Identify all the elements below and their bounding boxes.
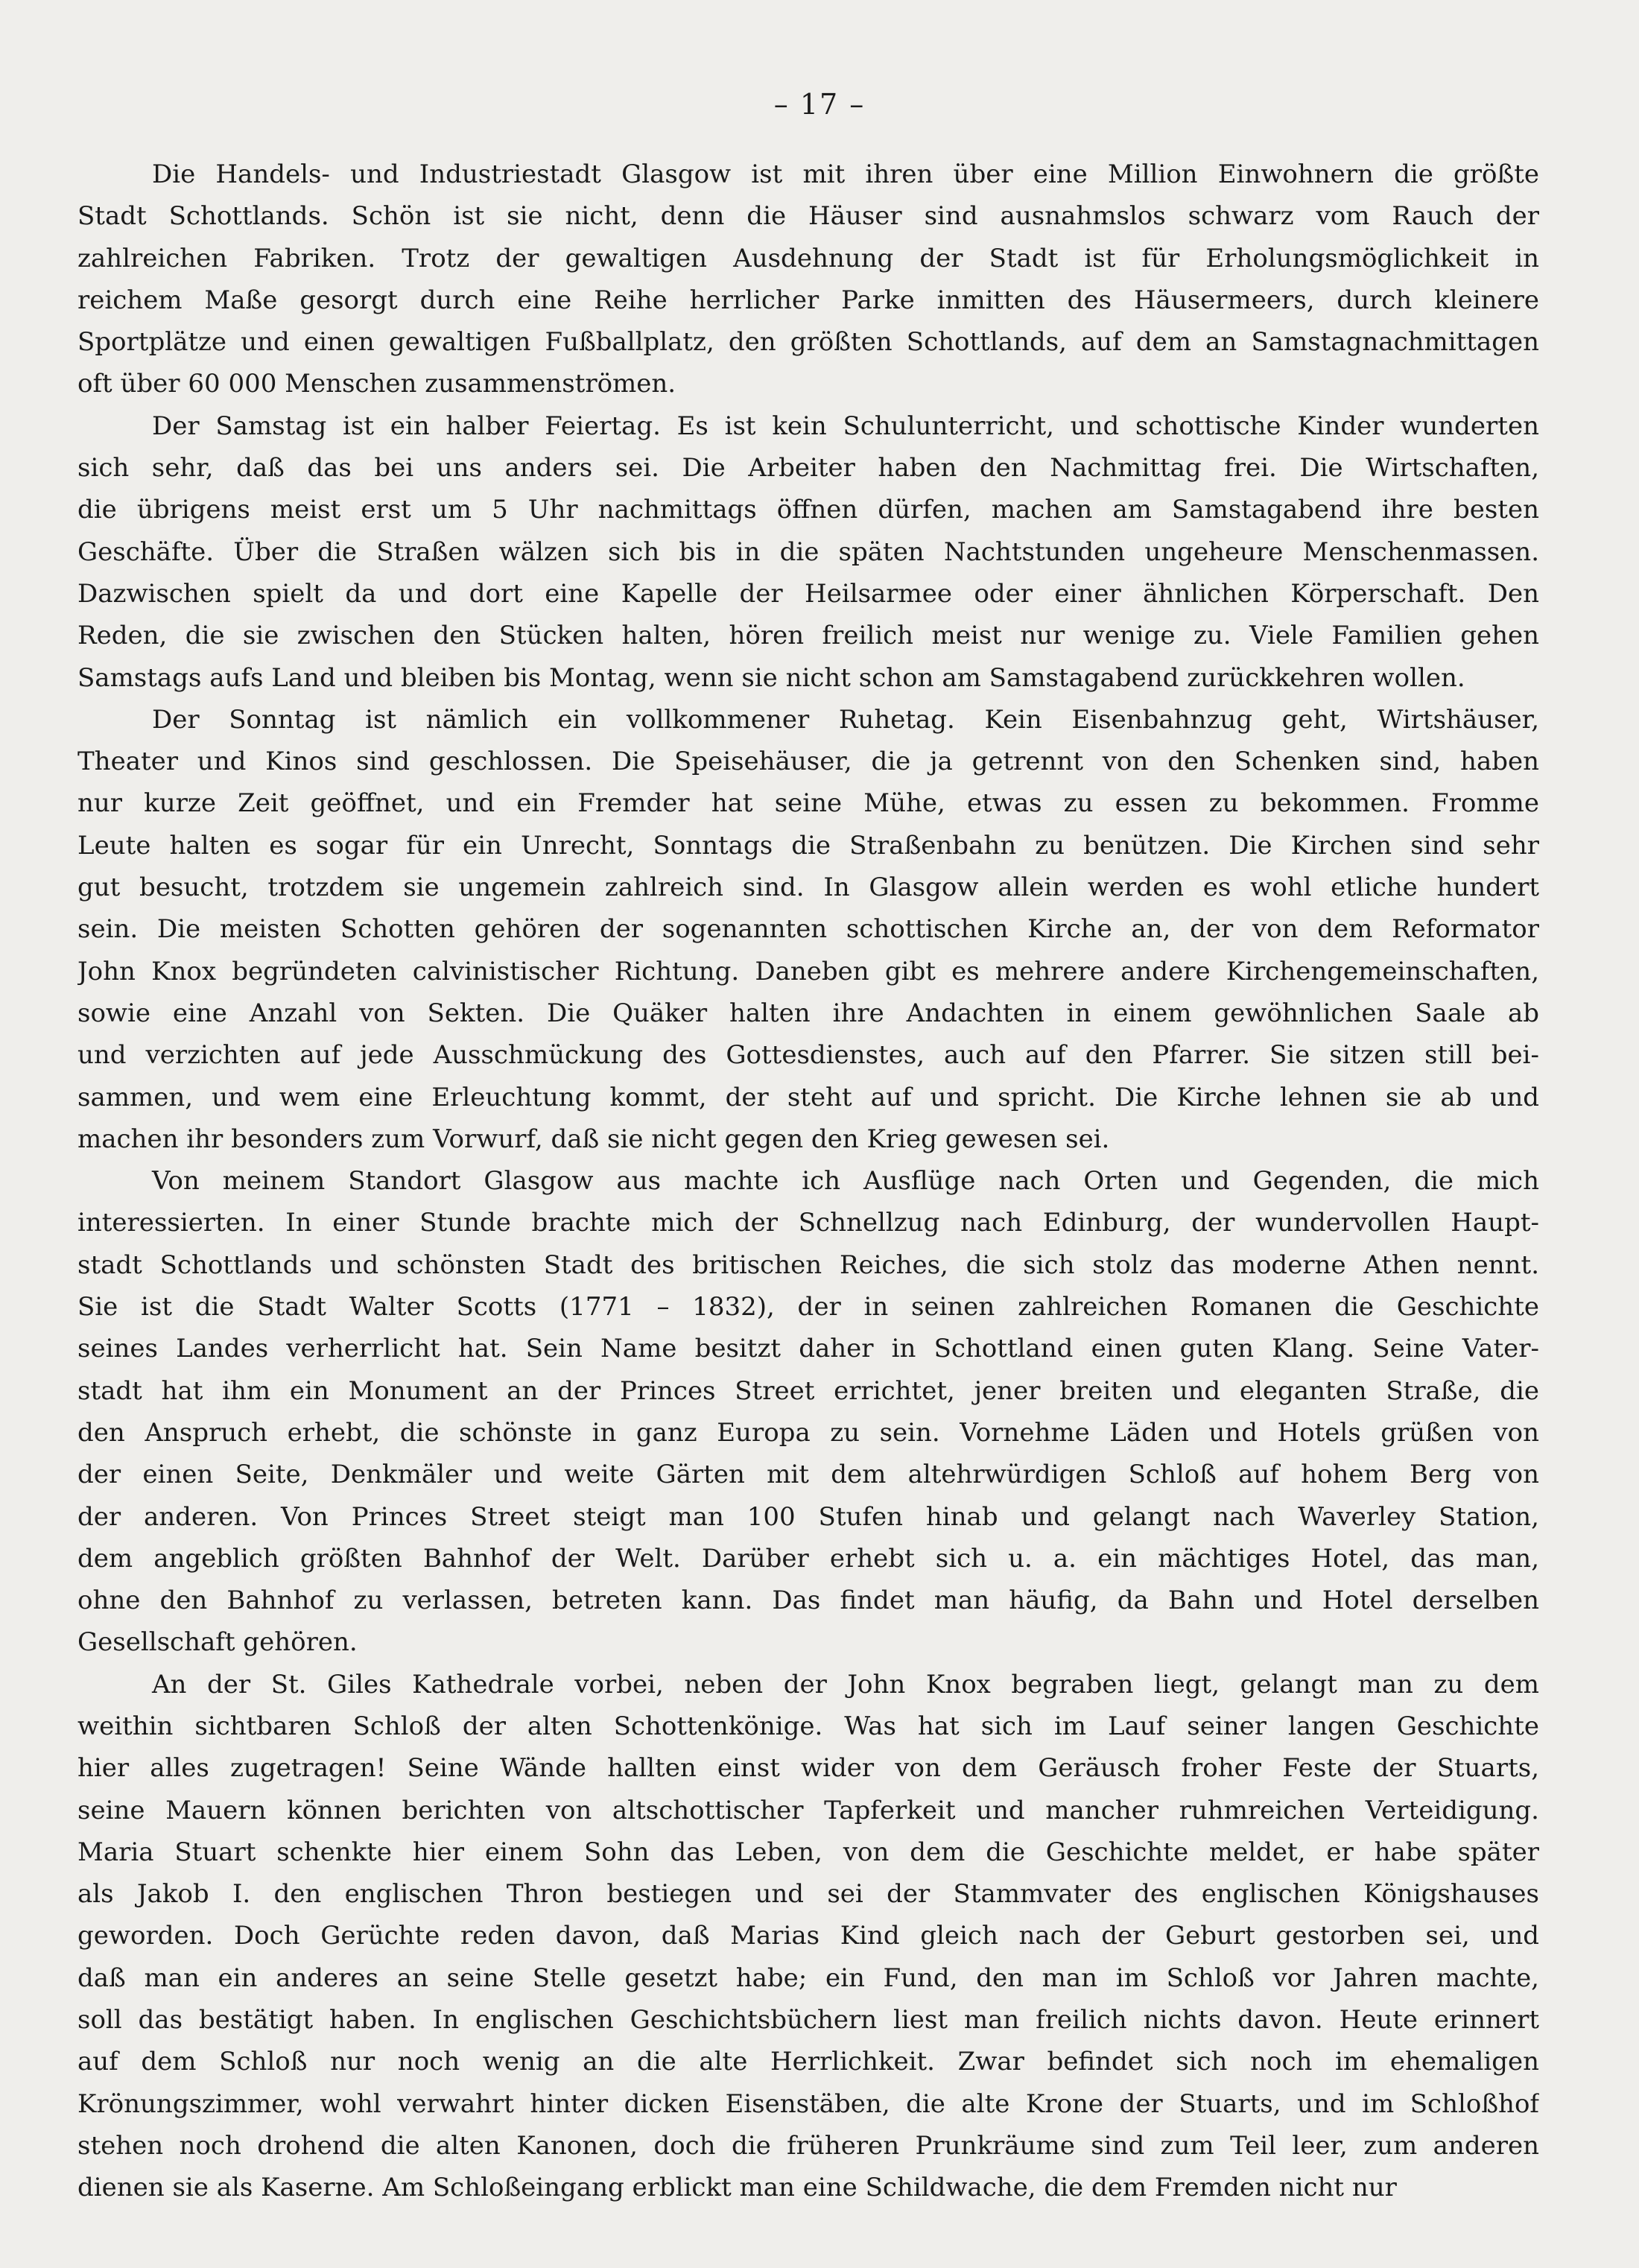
- text-line: soll das bestätigt haben. In englischen Geschichtsbüchern liest man freilich nichts davon. Heute erinnert: [77, 2005, 1539, 2036]
- text-line: seines Landes verherrlicht hat. Sein Name besitzt daher in Schottland einen guten Klang. Seine Vater-: [77, 1334, 1539, 1364]
- text-line: sammen, und wem eine Erleuchtung kommt, der steht auf und spricht. Die Kirche lehnen sie ab und: [77, 1082, 1539, 1112]
- text-line: Geschäfte. Über die Straßen wälzen sich bis in die späten Nachtstunden ungeheure Menschenmassen.: [77, 536, 1539, 567]
- text-line: Leute halten es sogar für ein Unrecht, Sonntags die Straßenbahn zu benützen. Die Kirchen sind sehr: [77, 830, 1539, 861]
- text-line: sowie eine Anzahl von Sekten. Die Quäker halten ihre Andachten in einem gewöhnlichen Saale ab: [77, 998, 1539, 1028]
- text-line: gut besucht, trotzdem sie ungemein zahlreich sind. In Glasgow allein werden es wohl etliche hundert: [77, 872, 1539, 903]
- text-line: Maria Stuart schenkte hier einem Sohn das Leben, von dem die Geschichte meldet, er habe später: [77, 1837, 1539, 1867]
- text-line: dem angeblich größten Bahnhof der Welt. Darüber erhebt sich u. a. ein mächtiges Hotel, das man,: [77, 1543, 1539, 1574]
- text-line: machen ihr besonders zum Vorwurf, daß sie nicht gegen den Krieg gewesen sei.: [77, 1124, 1110, 1154]
- text-line: Gesellschaft gehören.: [77, 1627, 358, 1658]
- text-line: dienen sie als Kaserne. Am Schloßeingang erblickt man eine Schildwache, die dem Fremden nicht nur: [77, 2173, 1397, 2203]
- text-line: Dazwischen spielt da und dort eine Kapelle der Heilsarmee oder einer ähnlichen Körperschaft. Den: [77, 578, 1539, 609]
- paragraph: [77, 699, 1539, 1160]
- paragraph: [77, 1664, 1539, 2209]
- text-line: der einen Seite, Denkmäler und weite Gärten mit dem altehrwürdigen Schloß auf hohem Berg von: [77, 1460, 1539, 1490]
- text-line: seine Mauern können berichten von altschottischer Tapferkeit und mancher ruhmreichen Verteidigung.: [77, 1795, 1539, 1825]
- text-line: stehen noch drohend die alten Kanonen, doch die früheren Prunkräume sind zum Teil leer, zum anderen: [77, 2130, 1539, 2161]
- text-line: Von meinem Standort Glasgow aus machte ich Ausflüge nach Orten und Gegenden, die mich: [152, 1166, 1539, 1197]
- text-line: Reden, die sie zwischen den Stücken halten, hören freilich meist nur wenige zu. Viele Familien gehen: [77, 621, 1539, 651]
- paragraph: [77, 405, 1539, 699]
- text-line: reichem Maße gesorgt durch eine Reihe herrlicher Parke inmitten des Häusermeers, durch kleinere: [77, 285, 1539, 315]
- paragraph: [77, 153, 1539, 405]
- text-line: John Knox begründeten calvinistischer Richtung. Daneben gibt es mehrere andere Kirchengemeinschaften,: [77, 956, 1539, 986]
- page-number: – 17 –: [773, 88, 866, 121]
- text-line: sich sehr, daß das bei uns anders sei. Die Arbeiter haben den Nachmittag frei. Die Wirtschaften,: [77, 453, 1539, 484]
- text-line: An der St. Giles Kathedrale vorbei, neben der John Knox begraben liegt, gelangt man zu dem: [152, 1669, 1539, 1700]
- text-line: der anderen. Von Princes Street steigt man 100 Stufen hinab und gelangt nach Waverley Station,: [77, 1501, 1539, 1532]
- text-line: Stadt Schottlands. Schön ist sie nicht, denn die Häuser sind ausnahmslos schwarz vom Rauch der: [77, 201, 1539, 232]
- text-line: nur kurze Zeit geöffnet, und ein Fremder hat seine Mühe, etwas zu essen zu bekommen. Fromme: [77, 788, 1539, 819]
- text-line: weithin sichtbaren Schloß der alten Schottenkönige. Was hat sich im Lauf seiner langen Geschichte: [77, 1711, 1539, 1741]
- text-line: ohne den Bahnhof zu verlassen, betreten kann. Das findet man häufig, da Bahn und Hotel derselben: [77, 1586, 1539, 1616]
- text-line: interessierten. In einer Stunde brachte mich der Schnellzug nach Edinburg, der wundervollen Haupt-: [77, 1208, 1539, 1238]
- text-line: und verzichten auf jede Ausschmückung des Gottesdienstes, auch auf den Pfarrer. Sie sitzen still bei-: [77, 1040, 1539, 1071]
- text-line: die übrigens meist erst um 5 Uhr nachmittags öffnen dürfen, machen am Samstagabend ihre besten: [77, 495, 1539, 525]
- text-line: Sie ist die Stadt Walter Scotts (1771 – 1832), der in seinen zahlreichen Romanen die Geschichte: [77, 1292, 1539, 1323]
- text-line: geworden. Doch Gerüchte reden davon, daß Marias Kind gleich nach der Geburt gestorben sei, und: [77, 1921, 1539, 1951]
- text-line: Theater und Kinos sind geschlossen. Die Speisehäuser, die ja getrennt von den Schenken sind, haben: [77, 747, 1539, 777]
- paragraph: [77, 1160, 1539, 1664]
- text-line: Der Samstag ist ein halber Feiertag. Es ist kein Schulunterricht, und schottische Kinder wunderten: [152, 411, 1539, 441]
- text-line: zahlreichen Fabriken. Trotz der gewaltigen Ausdehnung der Stadt ist für Erholungsmöglichkeit in: [77, 243, 1539, 273]
- text-line: daß man ein anderes an seine Stelle gesetzt habe; ein Fund, den man im Schloß vor Jahren machte,: [77, 1963, 1539, 1993]
- text-line: Sportplätze und einen gewaltigen Fußballplatz, den größten Schottlands, auf dem an Samstagnachmittagen: [77, 327, 1539, 358]
- text-line: als Jakob I. den englischen Thron bestiegen und sei der Stammvater des englischen Königshauses: [77, 1879, 1539, 1910]
- body-text: [77, 153, 1539, 2209]
- text-line: hier alles zugetragen! Seine Wände hallten einst wider von dem Geräusch froher Feste der Stuarts,: [77, 1753, 1539, 1784]
- text-line: Krönungszimmer, wohl verwahrt hinter dicken Eisenstäben, die alte Krone der Stuarts, und im Schloßhof: [77, 2088, 1539, 2119]
- text-line: stadt hat ihm ein Monument an der Princes Street errichtet, jener breiten und eleganten Straße, die: [77, 1375, 1539, 1406]
- text-line: Samstags aufs Land und bleiben bis Montag, wenn sie nicht schon am Samstagabend zurückkehren wollen.: [77, 662, 1465, 693]
- text-line: sein. Die meisten Schotten gehören der sogenannten schottischen Kirche an, der von dem Reformator: [77, 914, 1539, 945]
- text-line: Der Sonntag ist nämlich ein vollkommener Ruhetag. Kein Eisenbahnzug geht, Wirtshäuser,: [152, 704, 1539, 735]
- text-line: stadt Schottlands und schönsten Stadt des britischen Reiches, die sich stolz das moderne Athen nennt.: [77, 1249, 1539, 1280]
- text-line: Die Handels- und Industriestadt Glasgow ist mit ihren über eine Million Einwohnern die größte: [152, 159, 1539, 189]
- text-line: auf dem Schloß nur noch wenig an die alte Herrlichkeit. Zwar befindet sich noch im ehemaligen: [77, 2047, 1539, 2077]
- text-line: den Anspruch erhebt, die schönste in ganz Europa zu sein. Vornehme Läden und Hotels grüßen von: [77, 1417, 1539, 1448]
- text-line: oft über 60 000 Menschen zusammenströmen.: [77, 369, 676, 399]
